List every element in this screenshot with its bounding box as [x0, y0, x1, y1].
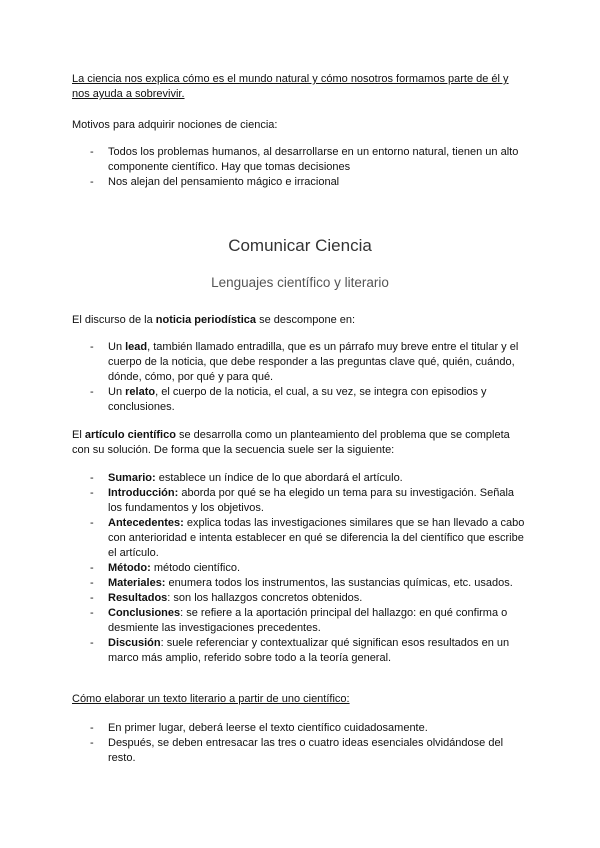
list-item: - Introducción: aborda por qué se ha elegido un tema para su investigación. Señala los fundamentos y los objetivos. — [90, 487, 515, 514]
list-item: - Todos los problemas humanos, al desarrollarse en un entorno natural, tienen un alto componente científico. Hay que tomas decisiones — [90, 146, 519, 173]
literario-heading: Cómo elaborar un texto literario a partir de uno científico: — [72, 693, 350, 705]
list-item: - Discusión: suele referenciar y contextualizar qué significan esos resultados en un marco más amplio, referido sobre todo a la teoría general. — [90, 637, 510, 664]
list-item: - Método: método científico. — [90, 562, 241, 574]
page-subtitle: Lenguajes científico y literario — [211, 275, 389, 290]
motives-label: Motivos para adquirir nociones de ciencia: — [72, 119, 278, 131]
articulo-list — [72, 471, 528, 666]
motives-list — [72, 145, 528, 190]
list-item: - Un relato, el cuerpo de la noticia, el cual, a su vez, se integra con episodios y conclusiones. — [90, 386, 487, 413]
list-item: - Después, se deben entresacar las tres o cuatro ideas esenciales olvidándose del resto. — [90, 737, 504, 764]
literario-list — [72, 721, 528, 766]
list-item: - Resultados: son los hallazgos concretos obtenidos. — [90, 592, 363, 604]
noticia-list — [72, 340, 528, 415]
list-item: - Conclusiones: se refiere a la aportación principal del hallazgo: en qué confirma o desmiente las investigaciones precedentes. — [90, 607, 508, 634]
list-item: - En primer lugar, deberá leerse el texto científico cuidadosamente. — [90, 722, 428, 734]
list-item: - Nos alejan del pensamiento mágico e irracional — [90, 176, 340, 188]
list-item: - Un lead, también llamado entradilla, que es un párrafo muy breve entre el titular y el cuerpo de la noticia, que debe responder a las preguntas clave qué, quién, cuándo, dónde, cómo, por qué y para qué. — [90, 341, 519, 383]
list-item: - Materiales: enumera todos los instrumentos, las sustancias químicas, etc. usados. — [90, 577, 513, 589]
list-item: - Sumario: establece un índice de lo que abordará el artículo. — [90, 472, 403, 484]
articulo-intro: El artículo científico se desarrolla como un planteamiento del problema que se completa con su solución. De forma que la secuencia suele ser la siguiente: — [72, 429, 510, 456]
intro-heading: La ciencia nos explica cómo es el mundo natural y cómo nosotros formamos parte de él y nos ayuda a sobrevivir. — [72, 73, 509, 100]
page-title: Comunicar Ciencia — [228, 236, 372, 255]
list-item: - Antecedentes: explica todas las investigaciones similares que se han llevado a cabo con anterioridad e intenta establecer en qué se diferencia la del científico que escribe el artículo. — [90, 517, 525, 559]
noticia-intro: El discurso de la noticia periodística se descompone en: — [72, 314, 356, 326]
